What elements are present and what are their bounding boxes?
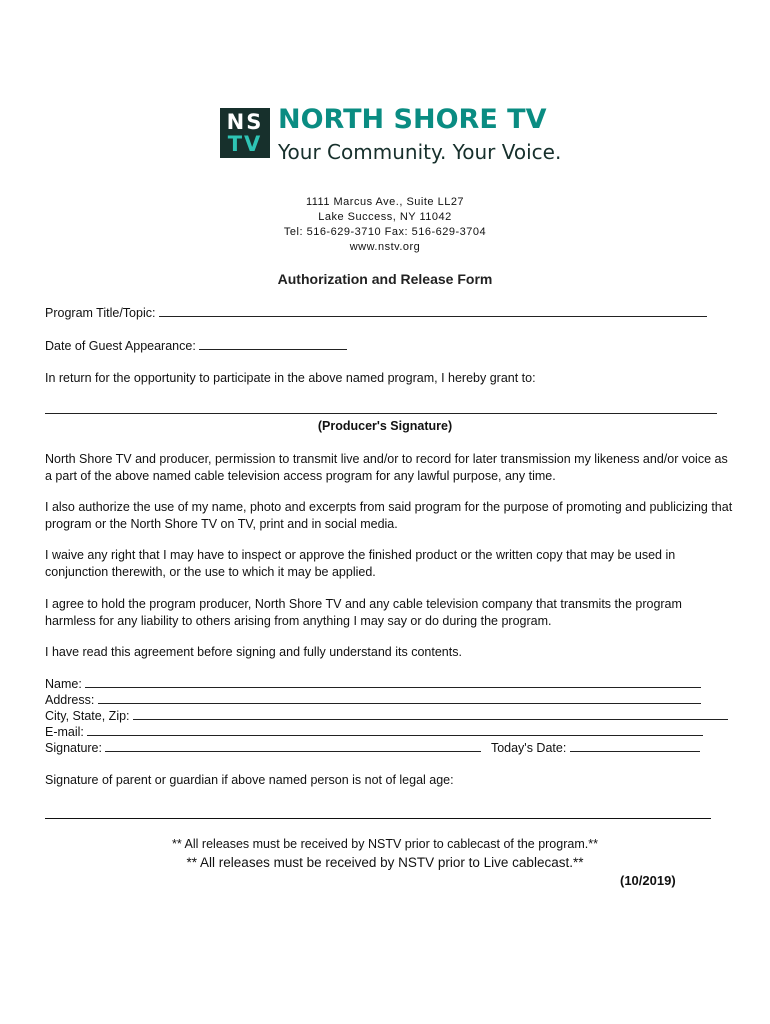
grant-intro: In return for the opportunity to participate in the above named program, I hereby grant to: [45, 371, 536, 385]
email-label: E-mail: [45, 725, 84, 739]
note-cablecast: ** All releases must be received by NSTV prior to cablecast of the program.** [172, 837, 598, 851]
appearance-date-row [45, 338, 347, 353]
logo-mark-bottom: TV [227, 132, 263, 156]
logo-mark [220, 108, 270, 158]
signature-field[interactable] [105, 740, 481, 752]
paragraph-hold-harmless: I agree to hold the program producer, North Shore TV and any cable television company that transmits the program harmless for any liability to others arising from anything I may say or do during the program. [45, 597, 682, 628]
paragraph-waive: I waive any right that I may have to inspect or approve the finished product or the written copy that may be used in conjunction therewith, or the use to which it may be applied. [45, 548, 676, 579]
logo-mark-top: NS [226, 110, 264, 134]
name-field[interactable] [85, 676, 701, 688]
name-label: Name: [45, 677, 82, 691]
email-field[interactable] [87, 724, 703, 736]
appearance-date-field[interactable] [199, 338, 347, 350]
email-row [45, 724, 703, 739]
form-title: Authorization and Release Form [277, 271, 493, 287]
producer-signature-field[interactable] [45, 401, 717, 414]
appearance-date-label: Date of Guest Appearance: [45, 339, 196, 353]
address-phone-fax: Tel: 516-629-3710 Fax: 516-629-3704 [283, 226, 487, 238]
program-title-label: Program Title/Topic: [45, 306, 156, 320]
revision-date: (10/2019) [620, 873, 676, 888]
address-field[interactable] [98, 692, 701, 704]
address-row [45, 692, 701, 707]
address-line-1: 1111 Marcus Ave., Suite LL27 [305, 196, 465, 208]
signature-row [45, 740, 700, 755]
paragraph-authorize: I also authorize the use of my name, photo and excerpts from said program for the purpose of promoting and publicizing that program or the North Shore TV on TV, print and in social media. [45, 500, 733, 531]
guardian-label: Signature of parent or guardian if above named person is not of legal age: [45, 773, 454, 787]
logo-tagline: Your Community. Your Voice. [278, 140, 562, 164]
program-title-field[interactable] [159, 305, 707, 317]
city-state-zip-field[interactable] [133, 708, 728, 720]
address-website: www.nstv.org [349, 241, 421, 253]
producer-signature-label: (Producer's Signature) [317, 419, 453, 433]
address-label: Address: [45, 693, 95, 707]
guardian-signature-field[interactable] [45, 806, 711, 819]
todays-date-field[interactable] [570, 740, 700, 752]
logo-name: NORTH SHORE TV [278, 104, 547, 135]
city-state-zip-row [45, 708, 728, 723]
note-live-cablecast: ** All releases must be received by NSTV prior to Live cablecast.** [186, 855, 584, 870]
paragraph-acknowledge: I have read this agreement before signing and fully understand its contents. [45, 645, 462, 659]
signature-label: Signature: [45, 741, 102, 755]
address-line-2: Lake Success, NY 11042 [318, 211, 452, 223]
paragraph-permission: North Shore TV and producer, permission to transmit live and/or to record for later transmission my likeness and/or voice as a part of the above named cable television access program for any lawful purpose, any time. [45, 452, 728, 483]
todays-date-label: Today's Date: [490, 741, 567, 755]
city-state-zip-label: City, State, Zip: [45, 709, 130, 723]
program-title-row [45, 305, 707, 320]
name-row [45, 676, 701, 691]
